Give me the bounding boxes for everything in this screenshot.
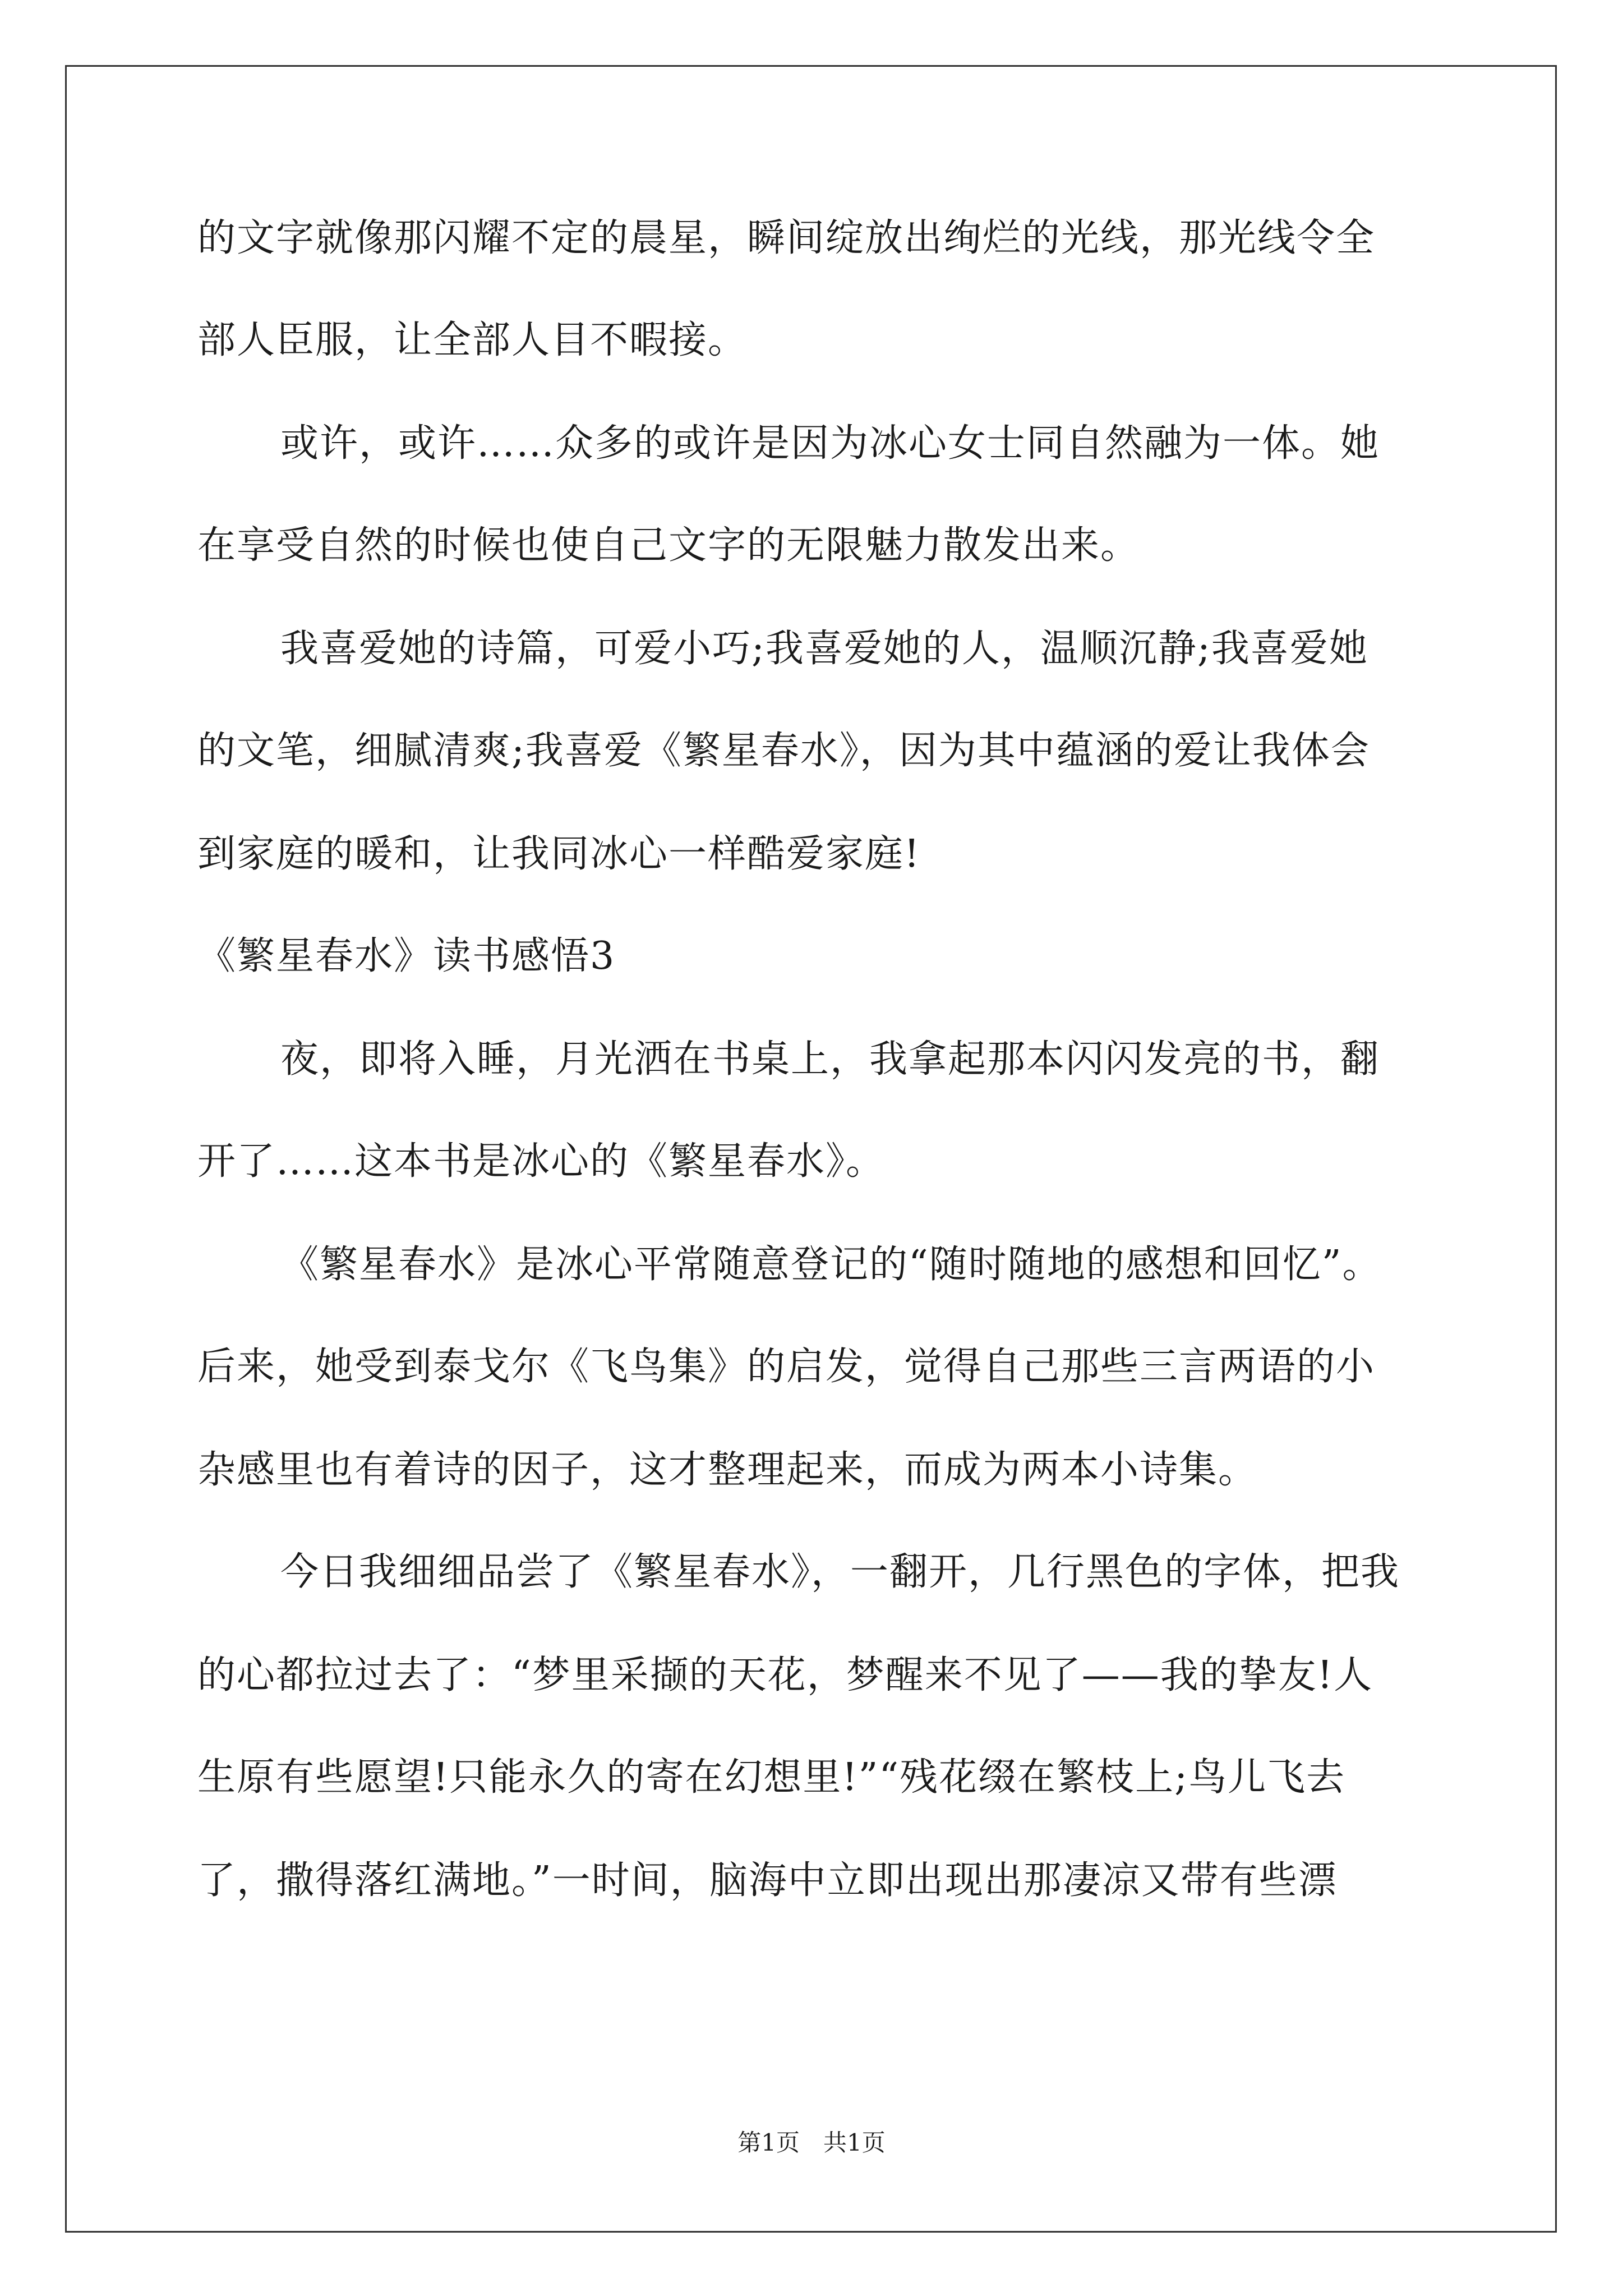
page-footer: 第1页 共1页 — [737, 2129, 886, 2156]
text-line: 杂感里也有着诗的因子，这才整理起来，而成为两本小诗集。 — [197, 1448, 1258, 1492]
text-line: 或许，或许……众多的或许是因为冰心女士同自然融为一体。她 — [280, 421, 1380, 466]
text-line: 生原有些愿望!只能永久的寄在幻想里!”“残花缀在繁枝上;鸟儿飞去 — [197, 1755, 1346, 1800]
text-line: 部人臣服，让全部人目不暇接。 — [197, 318, 748, 362]
text-line: 的文字就像那闪耀不定的晨星，瞬间绽放出绚烂的光线，那光线令全 — [197, 216, 1376, 260]
text-line: 我喜爱她的诗篇，可爱小巧;我喜爱她的人，温顺沉静;我喜爱她 — [280, 627, 1368, 671]
text-line: 开了……这本书是冰心的《繁星春水》。 — [197, 1139, 886, 1184]
section-heading: 《繁星春水》读书感悟3 — [197, 934, 616, 978]
text-line: 夜，即将入睡，月光洒在书桌上，我拿起那本闪闪发亮的书，翻 — [280, 1037, 1380, 1082]
text-line: 在享受自然的时候也使自己文字的无限魅力散发出来。 — [197, 523, 1140, 568]
text-line: 今日我细细品尝了《繁星春水》，一翻开，几行黑色的字体，把我 — [280, 1550, 1400, 1594]
text-line: 到家庭的暖和，让我同冰心一样酷爱家庭! — [197, 832, 921, 876]
text-line: 的文笔，细腻清爽;我喜爱《繁星春水》，因为其中蕴涵的爱让我体会 — [197, 729, 1370, 773]
text-line: 后来，她受到泰戈尔《飞鸟集》的启发，觉得自己那些三言两语的小 — [197, 1345, 1376, 1389]
text-line: 的心都拉过去了：“梦里采撷的天花，梦醒来不见了——我的挚友!人 — [197, 1653, 1373, 1697]
text-line: 了，撒得落红满地。”一时间，脑海中立即出现出那凄凉又带有些漂 — [197, 1858, 1338, 1903]
text-line: 《繁星春水》是冰心平常随意登记的“随时随地的感想和回忆”。 — [280, 1243, 1382, 1287]
